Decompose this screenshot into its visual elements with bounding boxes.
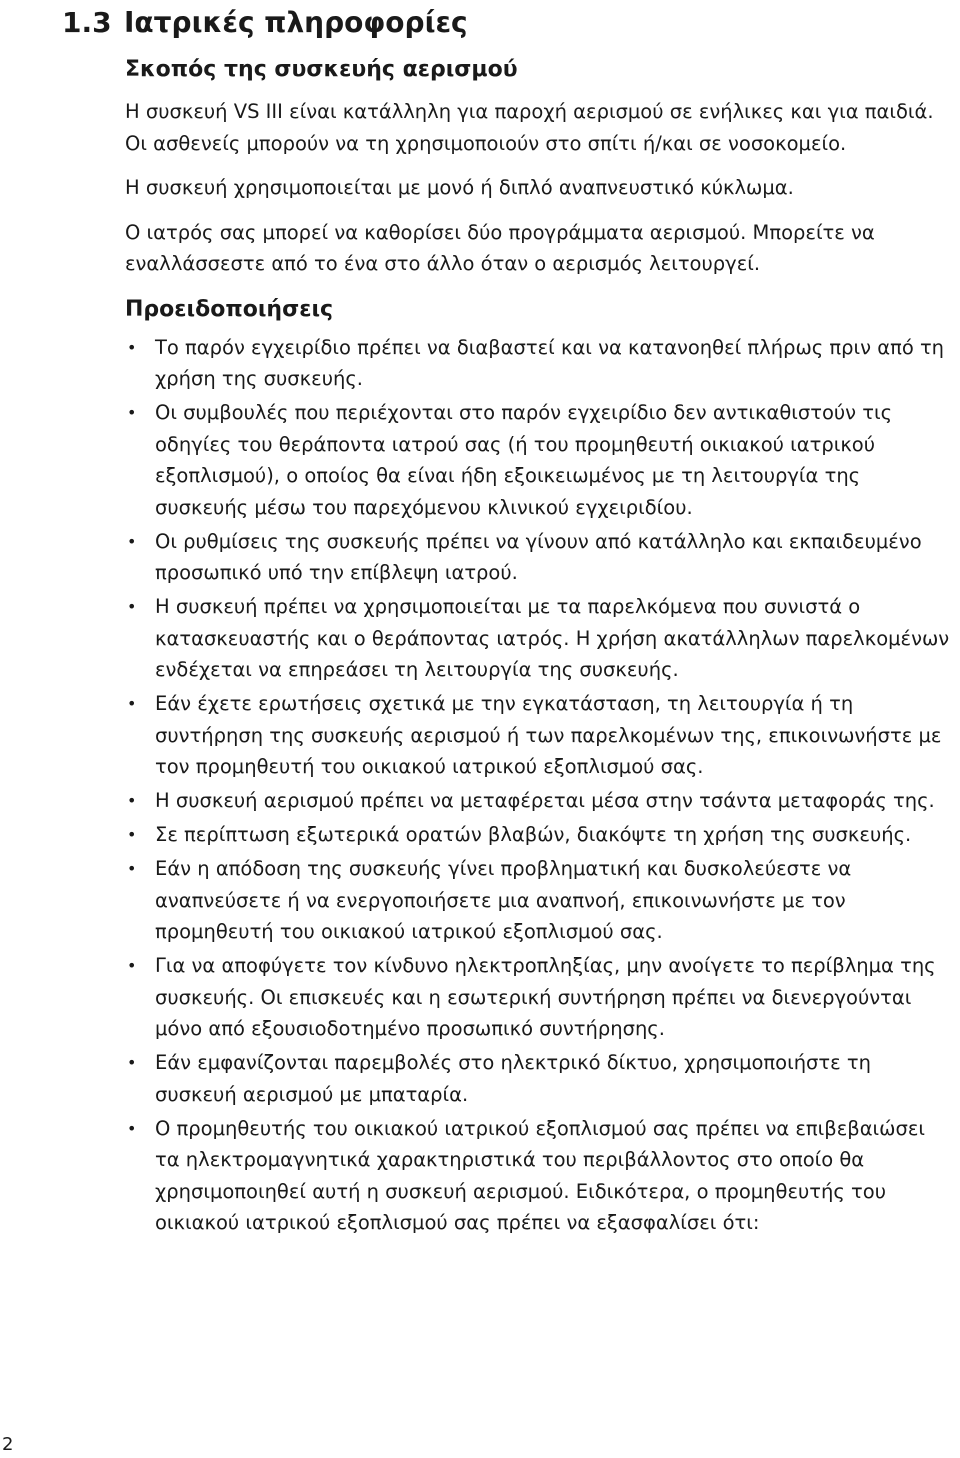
bullet-icon: • <box>127 694 137 713</box>
section-number: 1.3 <box>62 5 112 39</box>
bullet-icon: • <box>127 337 137 357</box>
warning-item: • Σε περίπτωση εξωτερικά ορατών βλαβών, διακόψτε τη χρήση της συσκευής. <box>125 819 955 851</box>
bullet-icon: • <box>127 1053 137 1072</box>
bullet-icon: • <box>127 825 137 844</box>
warning-item: • Για να αποφύγετε τον κίνδυνο ηλεκτροπληξίας, μην ανοίγετε το περίβλημα της συσκευής. Οι επισκευές και η εσωτερική συντήρηση πρέπει να διενεργούνται μόνο από εξουσιοδοτημένο προσωπικό συντήρησης. <box>125 950 955 1045</box>
warnings-list <box>125 332 955 1239</box>
page-content <box>125 54 955 1241</box>
warning-item: • Εάν εμφανίζονται παρεμβολές στο ηλεκτρικό δίκτυο, χρησιμοποιήστε τη συσκευή αερισμού με μπαταρία. <box>125 1047 955 1110</box>
warning-item: • Το παρόν εγχειρίδιο πρέπει να διαβαστεί και να κατανοηθεί πλήρως πριν από τη χρήση της συσκευής. <box>125 332 955 395</box>
section-title: Ιατρικές πληροφορίες <box>124 5 468 39</box>
bullet-icon: • <box>127 1118 137 1138</box>
warning-item: • Ο προμηθευτής του οικιακού ιατρικού εξοπλισμού σας πρέπει να επιβεβαιώσει τα ηλεκτρομαγνητικά χαρακτηριστικά του περιβάλλοντος στο οποίο θα χρησιμοποιηθεί αυτή η συσκευή αερισμού. Ειδικότερα, ο προμηθευτής του οικιακού ιατρικού εξοπλισμού σας πρέπει να εξασφαλίσει ότι: <box>125 1113 955 1239</box>
warning-item: • Εάν έχετε ερωτήσεις σχετικά με την εγκατάσταση, τη λειτουργία ή τη συντήρηση της συσκευής αερισμού ή των παρελκομένων της, επικοινωνήστε με τον προμηθευτή του οικιακού ιατρικού εξοπλισμού σας. <box>125 688 955 783</box>
warning-item: • Εάν η απόδοση της συσκευής γίνει προβληματική και δυσκολεύεστε να αναπνεύσετε ή να ενεργοποιήσετε μια αναπνοή, επικοινωνήστε με τον προμηθευτή του οικιακού ιατρικού εξοπλισμού σας. <box>125 853 955 948</box>
warning-item: • Η συσκευή πρέπει να χρησιμοποιείται με τα παρελκόμενα που συνιστά ο κατασκευαστής και ο θεράποντας ιατρός. Η χρήση ακατάλληλων παρελκομένων ενδέχεται να επηρεάσει τη λειτουργία της συσκευής. <box>125 591 955 686</box>
bullet-icon: • <box>127 403 137 422</box>
purpose-paragraph-3: Ο ιατρός σας μπορεί να καθορίσει δύο προγράμματα αερισμού. Μπορείτε να εναλλάσσεστε από το ένα στο άλλο όταν ο αερισμός λειτουργεί. <box>125 220 875 275</box>
section-heading <box>62 4 468 40</box>
bullet-icon: • <box>127 531 137 551</box>
bullet-icon: • <box>127 597 137 616</box>
warning-item: • Οι ρυθμίσεις της συσκευής πρέπει να γίνουν από κατάλληλο και εκπαιδευμένο προσωπικό υπό την επίβλεψη ιατρού. <box>125 526 955 589</box>
bullet-icon: • <box>127 791 137 810</box>
warning-item: • Η συσκευή αερισμού πρέπει να μεταφέρεται μέσα στην τσάντα μεταφοράς της. <box>125 785 955 817</box>
bullet-icon: • <box>127 859 137 878</box>
warnings-heading: Προειδοποιήσεις <box>125 296 334 322</box>
purpose-heading: Σκοπός της συσκευής αερισμού <box>125 57 518 82</box>
purpose-paragraph-2: Η συσκευή χρησιμοποιείται με μονό ή διπλό αναπνευστικό κύκλωμα. <box>125 176 794 199</box>
bullet-icon: • <box>127 956 137 975</box>
warning-item: • Οι συμβουλές που περιέχονται στο παρόν εγχειρίδιο δεν αντικαθιστούν τις οδηγίες του θεράποντα ιατρού σας (ή του προμηθευτή οικιακού ιατρικού εξοπλισμού), ο οποίος θα είναι ήδη εξοικειωμένος με τη λειτουργία της συσκευής μέσω του παρεχόμενου κλινικού εγχειριδίου. <box>125 397 955 523</box>
purpose-paragraph-1: Η συσκευή VS III είναι κατάλληλη για παροχή αερισμού σε ενήλικες και για παιδιά. Οι ασθενείς μπορούν να τη χρησιμοποιούν στο σπίτι ή/και σε νοσοκομείο. <box>125 100 934 155</box>
page-number: 2 <box>2 1434 14 1455</box>
